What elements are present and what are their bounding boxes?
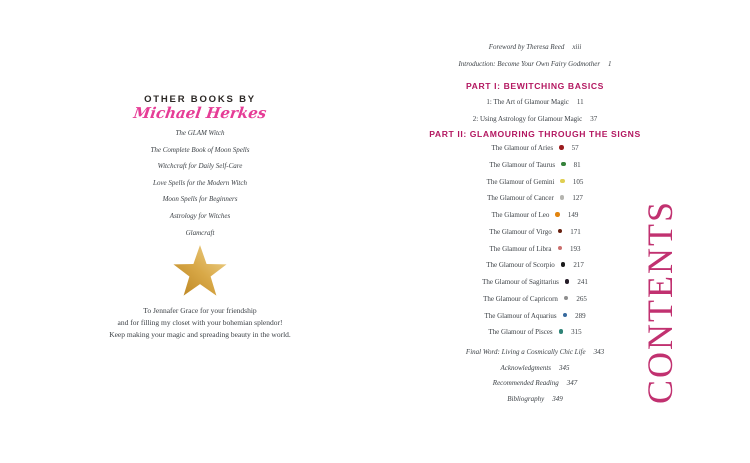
toc-entry-label: The Glamour of Virgo [489,227,552,236]
toc-entry-page: 265 [576,294,587,303]
toc-entry [405,361,665,377]
zodiac-color-dot-icon [558,229,563,234]
toc-entry [405,308,665,325]
toc-entry-page: 193 [570,244,581,253]
zodiac-color-dot-icon [558,246,563,251]
book-title: The GLAM Witch [175,129,225,137]
book-title: Love Spells for the Modern Witch [153,178,247,187]
toc-back-matter [405,345,665,408]
other-books-heading: OTHER BOOKS BY [144,94,256,105]
zodiac-color-dot-icon [565,279,570,284]
toc-entry-label: The Glamour of Cancer [487,194,554,203]
author-name-script: Michael Herkes [132,104,268,122]
toc-entry [405,345,665,361]
dedication-line: Keep making your magic and spreading beauty in the world. [109,330,291,340]
toc-front-matter [405,39,665,73]
toc-entry-page: 349 [552,395,563,404]
toc-entry-label: Final Word: Living a Cosmically Chic Life [465,348,586,356]
toc-entry-page: 315 [571,328,582,337]
book-title: The Complete Book of Moon Spells [150,145,250,154]
toc-zodiac-entries [405,140,665,341]
zodiac-color-dot-icon [561,262,566,267]
toc-entry-page: 57 [571,144,579,152]
toc-entry [405,111,665,128]
toc-entry-label: The Glamour of Aries [491,144,554,152]
toc-entry-page: 241 [577,278,588,286]
toc-entry [405,224,665,241]
toc-entry [405,274,665,291]
toc-entry-page: 347 [566,379,578,388]
toc-entry-label: Introduction: Become Your Own Fairy Godmother [458,60,601,68]
toc-entry-page: 345 [559,363,570,372]
toc-entry-label: The Glamour of Capricorn [483,294,558,303]
toc-entry [405,94,665,111]
book-title: Astrology for Witches [169,211,231,220]
toc-entry-label: 1: The Art of Glamour Magic [486,98,569,106]
dedication-text [40,305,360,342]
toc-entry-label: The Glamour of Pisces [488,328,553,337]
dedication-line: To Jennafer Grace for your friendship [143,306,257,315]
zodiac-color-dot-icon [560,179,565,184]
toc-entry-page: 171 [570,227,581,236]
toc-entry-page: 105 [572,177,584,186]
toc-entry [405,56,665,73]
other-books-list [55,125,345,241]
book-title: Witchcraft for Daily Self-Care [157,162,243,171]
toc-entry [405,157,665,174]
toc-entry [405,174,665,191]
part1-heading: PART I: BEWITCHING BASICS [465,81,604,91]
zodiac-color-dot-icon [564,296,569,301]
toc-entry-page: 289 [575,311,586,320]
toc-entry [405,376,665,392]
zodiac-color-dot-icon [563,313,568,318]
toc-entry-page: 149 [567,211,579,219]
toc-entry [405,257,665,274]
toc-entry [405,291,665,308]
toc-entry-label: The Glamour of Scorpio [486,261,555,270]
toc-entry [405,324,665,341]
toc-entry-label: The Glamour of Taurus [489,160,556,169]
toc-entry [405,241,665,258]
toc-entry-label: The Glamour of Aquarius [484,311,557,320]
toc-entry-page: 343 [593,348,605,356]
toc-entry [405,207,665,224]
toc-part1-entries [405,94,665,128]
book-title: Moon Spells for Beginners [162,195,238,204]
toc-entry [405,140,665,157]
toc-entry-page: 217 [573,261,584,270]
part2-heading: PART II: GLAMOURING THROUGH THE SIGNS [429,129,641,139]
zodiac-color-dot-icon [555,212,560,217]
zodiac-color-dot-icon [559,145,564,150]
contents-vertical-title: CONTENTS [640,200,680,404]
toc-entry-label: The Glamour of Leo [491,211,550,219]
toc-entry-page: 81 [573,160,581,169]
dedication-line: and for filling my closet with your bohemian splendor! [117,318,283,328]
toc-entry-label: Acknowledgments [500,363,552,372]
toc-entry-page: 37 [590,115,598,123]
toc-entry-page: 127 [572,194,583,203]
toc-entry-page: 11 [576,98,584,106]
toc-entry-label: Recommended Reading [492,379,559,388]
toc-entry-label: The Glamour of Sagittarius [482,278,559,286]
toc-entry-label: The Glamour of Libra [489,244,552,253]
zodiac-color-dot-icon [561,162,566,167]
toc-entry [405,392,665,408]
zodiac-color-dot-icon [559,329,564,334]
book-title: Glamcraft [185,228,215,237]
toc-entry-label: Bibliography [507,395,545,404]
toc-entry-page: xiii [572,43,582,51]
toc-entry-label: 2: Using Astrology for Glamour Magic [472,115,583,123]
toc-entry [405,190,665,207]
gold-star-icon [170,244,230,297]
toc-entry-page: 1 [608,60,612,68]
toc-entry-label: The Glamour of Gemini [486,177,555,186]
zodiac-color-dot-icon [560,195,565,200]
toc-entry [405,39,665,56]
toc-entry-label: Foreword by Theresa Reed [488,43,565,51]
